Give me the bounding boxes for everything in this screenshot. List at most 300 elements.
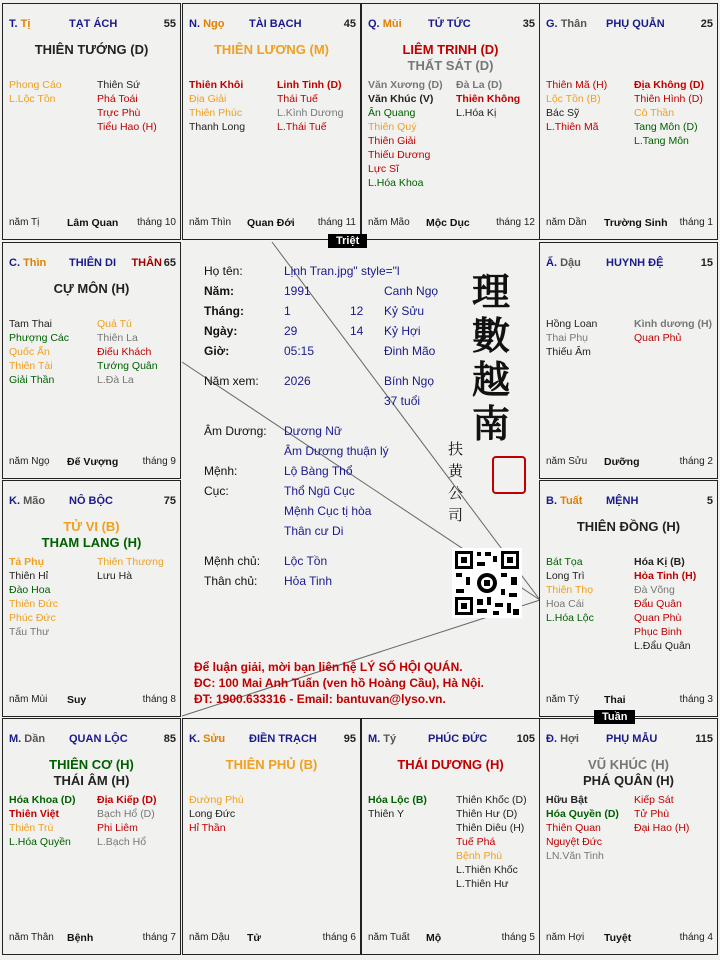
minor-stars-col2 bbox=[634, 317, 712, 345]
palace-number: 15 bbox=[700, 257, 713, 269]
minor-star: Hồng Loan bbox=[546, 318, 598, 330]
palace-suu bbox=[182, 718, 361, 955]
palace-ngo bbox=[182, 3, 361, 240]
major-star: CỰ MÔN (H) bbox=[53, 281, 130, 296]
minor-star: Địa Không (D) bbox=[634, 79, 704, 91]
palace-month: tháng 8 bbox=[142, 694, 176, 705]
amduong-value: Dương Nữ bbox=[284, 424, 342, 438]
major-stars bbox=[3, 42, 180, 58]
minor-star: Thiên Diêu (H) bbox=[456, 822, 525, 834]
minor-star: Nguyệt Đức bbox=[546, 836, 603, 848]
minor-star: LN.Văn Tinh bbox=[546, 850, 604, 862]
minor-star: Văn Khúc (V) bbox=[368, 93, 434, 105]
minor-star: Địa Giải bbox=[189, 93, 227, 105]
palace-thin bbox=[2, 242, 181, 479]
minor-star: Kiếp Sát bbox=[634, 794, 674, 806]
minor-star: Tấu Thư bbox=[9, 626, 50, 638]
palace-branch: Tuất bbox=[560, 495, 583, 507]
palace-branch: Mùi bbox=[382, 18, 402, 30]
palace-month: tháng 7 bbox=[142, 932, 176, 943]
minor-star: Hỏa Tinh (H) bbox=[634, 570, 697, 582]
view-year-can: Bính Ngọ bbox=[384, 374, 435, 388]
red-seal-icon bbox=[492, 456, 526, 494]
palace-stem: B. bbox=[546, 495, 557, 507]
minor-star: Thiên Thương bbox=[97, 556, 164, 568]
palace-number: 95 bbox=[343, 733, 356, 745]
minor-star: Thiên Mã (H) bbox=[546, 79, 608, 91]
major-star: THÁI DƯƠNG (H) bbox=[397, 757, 504, 772]
palace-house: THIÊN DI bbox=[69, 257, 117, 269]
minor-star: Quả Tú bbox=[97, 318, 132, 330]
minor-stars-col1 bbox=[546, 793, 619, 863]
palace-house: QUAN LỘC bbox=[69, 733, 128, 745]
palace-footer bbox=[189, 932, 356, 946]
than-marker: THÂN bbox=[131, 257, 162, 269]
palace-footer bbox=[9, 456, 176, 470]
palace-header bbox=[9, 495, 176, 509]
palace-stage: Mộ bbox=[426, 932, 442, 944]
major-stars bbox=[362, 757, 539, 773]
palace-house: PHỤ MẪU bbox=[606, 733, 658, 745]
minor-stars-col2 bbox=[456, 793, 527, 891]
contact-line-2: ĐC: 100 Mai Anh Tuấn (ven hồ Hoàng Cầu), Hà Nội. bbox=[194, 676, 485, 690]
amduong-label: Âm Dương: bbox=[204, 424, 267, 438]
minor-star: Thiếu Âm bbox=[546, 346, 591, 358]
palace-than bbox=[539, 3, 718, 240]
minor-star: Thiên La bbox=[97, 332, 138, 344]
palace-footer bbox=[9, 694, 176, 708]
palace-footer bbox=[546, 217, 713, 231]
minor-star: Bát Tọa bbox=[546, 556, 583, 568]
palace-stage: Tử bbox=[247, 932, 262, 944]
minor-star: Thiên Trù bbox=[9, 822, 54, 834]
palace-year: năm Tuất bbox=[368, 932, 410, 943]
minor-star: L.Thái Tuế bbox=[277, 121, 327, 133]
minor-star: Địa Kiếp (D) bbox=[97, 794, 157, 806]
major-star: THÁI ÂM (H) bbox=[53, 773, 130, 788]
palace-house: MỆNH bbox=[606, 495, 639, 507]
palace-branch: Thân bbox=[560, 18, 587, 30]
major-stars bbox=[362, 42, 539, 74]
minor-star: Lộc Tồn (B) bbox=[546, 93, 601, 105]
major-star: THIÊN PHỦ (B) bbox=[225, 757, 318, 772]
palace-year: năm Dần bbox=[546, 217, 587, 228]
name-label: Họ tên: bbox=[204, 264, 243, 278]
palace-stage: Bệnh bbox=[67, 932, 94, 944]
minor-star: Trực Phù bbox=[97, 107, 141, 119]
palace-header bbox=[546, 257, 713, 271]
minor-stars-col1 bbox=[9, 555, 58, 639]
palace-number: 35 bbox=[522, 18, 535, 30]
palace-dau bbox=[539, 242, 718, 479]
minor-star: Linh Tinh (D) bbox=[277, 79, 342, 91]
minor-star: Ân Quang bbox=[368, 107, 416, 119]
palace-header bbox=[546, 495, 713, 509]
minor-star: Thiên Hư (D) bbox=[456, 808, 518, 820]
major-star: VŨ KHÚC (H) bbox=[588, 757, 669, 772]
cuc-label: Cục: bbox=[204, 484, 229, 498]
palace-number: 75 bbox=[163, 495, 176, 507]
major-star: PHÁ QUÂN (H) bbox=[583, 773, 674, 788]
contact-line-1: Để luận giải, mời bạn liên hệ LÝ SỐ HỘI QUÁN. bbox=[194, 660, 463, 674]
minor-star: Kình dương (H) bbox=[634, 318, 713, 330]
minor-star: L.Bạch Hổ bbox=[97, 836, 147, 848]
palace-header bbox=[189, 18, 356, 32]
view-year-value: 2026 bbox=[284, 374, 311, 388]
month-value: 1 bbox=[284, 304, 291, 318]
minor-stars-col2 bbox=[634, 78, 704, 148]
palace-stage: Quan Đới bbox=[247, 217, 295, 229]
minor-star: Lực Sĩ bbox=[368, 163, 399, 175]
minor-star: Thiên Khôi bbox=[189, 79, 244, 91]
minor-star: Bạch Hổ (D) bbox=[97, 808, 155, 820]
minor-star: L.Tang Môn bbox=[634, 135, 689, 147]
minor-star: Tam Thai bbox=[9, 318, 52, 330]
palace-stem: G. bbox=[546, 18, 558, 30]
minor-stars-col1 bbox=[368, 793, 427, 821]
minor-stars-col2 bbox=[634, 793, 689, 835]
major-star: THAM LANG (H) bbox=[41, 535, 142, 550]
palace-header bbox=[189, 733, 356, 747]
palace-footer bbox=[546, 694, 713, 708]
minor-star: L.Hóa Quyền bbox=[9, 836, 71, 848]
palace-footer bbox=[546, 456, 713, 470]
hour-can: Đinh Mão bbox=[384, 344, 436, 358]
minor-star: Hoa Cái bbox=[546, 598, 584, 610]
amduong-value2: Âm Dương thuận lý bbox=[284, 444, 389, 458]
minor-star: Quan Phù bbox=[634, 612, 682, 624]
major-stars bbox=[3, 757, 180, 789]
palace-footer bbox=[189, 217, 356, 231]
minor-star: Quan Phủ bbox=[634, 332, 682, 344]
palace-branch: Tý bbox=[383, 733, 397, 745]
palace-header bbox=[368, 18, 535, 32]
palace-branch: Tị bbox=[20, 18, 31, 30]
minor-star: Phong Cáo bbox=[9, 79, 62, 91]
palace-year: năm Thìn bbox=[189, 217, 232, 228]
palace-month: tháng 11 bbox=[317, 217, 356, 228]
palace-stem: C. bbox=[9, 257, 20, 269]
minor-star: L.Thiên Khốc bbox=[456, 864, 518, 876]
minor-star: Long Đức bbox=[189, 808, 236, 820]
palace-number: 85 bbox=[163, 733, 176, 745]
year-label: Năm: bbox=[204, 284, 235, 298]
minor-stars-col1 bbox=[9, 317, 69, 387]
palace-dan bbox=[2, 718, 181, 955]
palace-stem: K. bbox=[9, 495, 20, 507]
cuc-value: Thổ Ngũ Cục bbox=[284, 484, 355, 498]
minor-star: Bác Sỹ bbox=[546, 107, 580, 119]
palace-stem: Đ. bbox=[546, 733, 557, 745]
minor-star: Phục Binh bbox=[634, 626, 682, 638]
minor-stars-col1 bbox=[9, 793, 76, 849]
major-stars bbox=[3, 281, 180, 297]
menh-label: Mệnh: bbox=[204, 464, 238, 478]
month-label: Tháng: bbox=[204, 304, 244, 318]
palace-ty bbox=[361, 718, 540, 955]
palace-number: 25 bbox=[700, 18, 713, 30]
minor-stars-col2 bbox=[97, 555, 164, 583]
palace-month: tháng 3 bbox=[679, 694, 713, 705]
minor-star: Quốc Ấn bbox=[9, 346, 50, 358]
minor-star: Thiên Quan bbox=[546, 822, 601, 834]
major-star: TỬ VI (B) bbox=[63, 519, 120, 534]
palace-hoi bbox=[539, 718, 718, 955]
palace-number: 55 bbox=[163, 18, 176, 30]
palace-header bbox=[546, 733, 713, 747]
palace-stem: Ấ. bbox=[546, 257, 557, 269]
major-stars bbox=[183, 42, 360, 58]
palace-year: năm Tị bbox=[9, 217, 40, 228]
minor-star: Thiếu Dương bbox=[368, 149, 431, 161]
month-can: Kỷ Sửu bbox=[384, 304, 425, 318]
minor-star: Tang Môn (D) bbox=[634, 121, 698, 133]
palace-ti bbox=[2, 3, 181, 240]
calligraphy-side: 扶 黄 公 司 bbox=[448, 440, 464, 524]
palace-header bbox=[368, 733, 535, 747]
major-star: THẤT SÁT (D) bbox=[407, 58, 494, 73]
age: 37 tuổi bbox=[384, 394, 421, 408]
minor-star: Hữu Bật bbox=[546, 794, 588, 806]
minor-star: Đào Hoa bbox=[9, 584, 51, 596]
minor-star: Thiên Tài bbox=[9, 360, 53, 372]
minor-star: Thái Tuế bbox=[277, 93, 318, 105]
palace-month: tháng 9 bbox=[142, 456, 176, 467]
palace-stage: Thai bbox=[604, 694, 626, 706]
palace-month: tháng 12 bbox=[496, 217, 535, 228]
minor-star: Tuế Phá bbox=[456, 836, 496, 848]
menhchu-label: Mệnh chủ: bbox=[204, 554, 261, 568]
minor-star: Bệnh Phù bbox=[456, 850, 503, 862]
palace-mui bbox=[361, 3, 540, 240]
palace-header bbox=[9, 257, 176, 271]
thanchu-value: Hỏa Tinh bbox=[284, 574, 333, 588]
hour-label: Giờ: bbox=[204, 344, 230, 358]
palace-stage: Trường Sinh bbox=[604, 217, 668, 229]
minor-star: Thiên Giải bbox=[368, 135, 416, 147]
minor-star: Thanh Long bbox=[189, 121, 246, 133]
minor-star: Hóa Khoa (D) bbox=[9, 794, 76, 806]
minor-star: Hóa Quyền (D) bbox=[546, 808, 619, 820]
minor-star: Thiên Quý bbox=[368, 121, 417, 133]
minor-star: Giải Thần bbox=[9, 374, 55, 386]
minor-star: L.Kình Dương bbox=[277, 107, 344, 119]
minor-star: Tướng Quân bbox=[97, 360, 158, 372]
minor-stars-col2 bbox=[456, 78, 520, 120]
major-stars bbox=[3, 519, 180, 551]
day-label: Ngày: bbox=[204, 324, 238, 338]
day-value: 29 bbox=[284, 324, 298, 338]
palace-mao bbox=[2, 480, 181, 717]
palace-month: tháng 1 bbox=[679, 217, 713, 228]
minor-star: Hóa Lộc (B) bbox=[368, 794, 427, 806]
tuan-badge: Tuần bbox=[594, 710, 635, 724]
minor-star: L.Lộc Tồn bbox=[9, 93, 56, 105]
minor-stars-col2 bbox=[634, 555, 696, 653]
palace-number: 115 bbox=[695, 733, 713, 745]
minor-star: Tử Phù bbox=[634, 808, 670, 820]
minor-star: Phượng Các bbox=[9, 332, 70, 344]
palace-month: tháng 5 bbox=[501, 932, 535, 943]
minor-star: Tiểu Hao (H) bbox=[97, 121, 157, 133]
palace-stem: M. bbox=[368, 733, 381, 745]
palace-header bbox=[546, 18, 713, 32]
palace-stage: Lâm Quan bbox=[67, 217, 119, 229]
minor-star: L.Đẩu Quân bbox=[634, 640, 691, 652]
minor-star: Cô Thần bbox=[634, 107, 675, 119]
minor-star: Phi Liêm bbox=[97, 822, 138, 834]
palace-footer bbox=[9, 932, 176, 946]
major-star: LIÊM TRINH (D) bbox=[402, 42, 499, 57]
palace-year: năm Thân bbox=[9, 932, 54, 943]
year-can: Canh Ngọ bbox=[384, 284, 439, 298]
day-lunar: 14 bbox=[350, 324, 364, 338]
palace-branch: Sửu bbox=[203, 733, 226, 745]
palace-footer bbox=[9, 217, 176, 231]
palace-house: TẠT ÁCH bbox=[69, 18, 118, 30]
menh-value: Lộ Bàng Thổ bbox=[284, 464, 353, 478]
minor-star: Thiên Việt bbox=[9, 808, 59, 820]
palace-house: TỬ TỨC bbox=[428, 18, 471, 30]
minor-stars-col1 bbox=[189, 793, 244, 835]
major-stars bbox=[540, 757, 717, 789]
minor-stars-col1 bbox=[546, 555, 594, 625]
minor-stars-col1 bbox=[546, 78, 607, 134]
center-info-panel bbox=[180, 242, 538, 716]
view-year-label: Năm xem: bbox=[204, 374, 259, 388]
palace-branch: Mão bbox=[23, 495, 46, 507]
minor-star: Thiên Thọ bbox=[546, 584, 594, 596]
minor-stars-col1 bbox=[189, 78, 245, 134]
palace-month: tháng 10 bbox=[137, 217, 176, 228]
minor-stars-col1 bbox=[9, 78, 62, 106]
major-stars bbox=[540, 519, 717, 535]
minor-star: Thiên Không bbox=[456, 93, 521, 105]
palace-year: năm Dậu bbox=[189, 932, 230, 943]
major-stars bbox=[183, 757, 360, 773]
palace-year: năm Tý bbox=[546, 694, 580, 705]
minor-star: Thiên Phúc bbox=[189, 107, 243, 119]
palace-stem: T. bbox=[9, 18, 18, 30]
minor-star: Thiên Hình (D) bbox=[634, 93, 703, 105]
minor-star: Thiên Sứ bbox=[97, 79, 141, 91]
minor-star: Văn Xương (D) bbox=[368, 79, 443, 91]
minor-stars-col2 bbox=[97, 78, 157, 134]
minor-star: Thiên Khốc (D) bbox=[456, 794, 527, 806]
month-lunar: 12 bbox=[350, 304, 364, 318]
minor-stars-col1 bbox=[546, 317, 597, 359]
palace-house: PHÚC ĐỨC bbox=[428, 733, 488, 745]
contact-line-3: ĐT: 1900.633316 - Email: bantuvan@lyso.vn. bbox=[194, 692, 446, 706]
minor-star: Thai Phụ bbox=[546, 332, 589, 344]
palace-branch: Dần bbox=[24, 733, 46, 745]
palace-month: tháng 4 bbox=[679, 932, 713, 943]
palace-stage: Dưỡng bbox=[604, 456, 640, 468]
minor-stars-col1 bbox=[368, 78, 443, 190]
qr-code-icon[interactable] bbox=[452, 548, 522, 618]
palace-year: năm Mùi bbox=[9, 694, 48, 705]
minor-star: L.Thiên Hư bbox=[456, 878, 509, 890]
palace-branch: Dậu bbox=[560, 257, 581, 269]
minor-star: L.Đà La bbox=[97, 374, 134, 386]
palace-branch: Thìn bbox=[23, 257, 47, 269]
minor-star: L.Hóa Kị bbox=[456, 107, 497, 119]
minor-star: Điếu Khách bbox=[97, 346, 152, 358]
palace-number: 45 bbox=[343, 18, 356, 30]
minor-star: Đẩu Quân bbox=[634, 598, 682, 610]
minor-stars-col2 bbox=[97, 793, 157, 849]
minor-star: L.Hóa Lộc bbox=[546, 612, 594, 624]
minor-star: Phá Toái bbox=[97, 93, 138, 105]
name-value: Lịnh Tran.jpg" style="l bbox=[284, 264, 400, 278]
palace-footer bbox=[368, 932, 535, 946]
palace-house: NÔ BỘC bbox=[69, 495, 113, 507]
year-value: 1991 bbox=[284, 284, 311, 298]
palace-stem: N. bbox=[189, 18, 200, 30]
minor-star: L.Thiên Mã bbox=[546, 121, 599, 133]
minor-star: Thiên Đức bbox=[9, 598, 59, 610]
menhchu-value: Lộc Tồn bbox=[284, 554, 328, 568]
minor-star: Tả Phụ bbox=[9, 556, 45, 568]
cuc-value2: Mệnh Cục tị hòa bbox=[284, 504, 372, 518]
palace-footer bbox=[368, 217, 535, 231]
palace-tuat bbox=[539, 480, 718, 717]
minor-star: L.Hóa Khoa bbox=[368, 177, 424, 189]
minor-star: Phúc Đức bbox=[9, 612, 56, 624]
minor-star: Đà La (D) bbox=[456, 79, 503, 91]
minor-star: Đại Hao (H) bbox=[634, 822, 690, 834]
minor-star: Hóa Kị (B) bbox=[634, 556, 685, 568]
palace-year: năm Ngọ bbox=[9, 456, 50, 467]
major-star: THIÊN LƯƠNG (M) bbox=[213, 42, 330, 57]
palace-year: năm Sửu bbox=[546, 456, 588, 467]
palace-number: 105 bbox=[516, 733, 535, 745]
day-can: Kỷ Hợi bbox=[384, 324, 421, 338]
calligraphy-main: 理 數 越 南 bbox=[472, 269, 511, 446]
palace-month: tháng 2 bbox=[679, 456, 713, 467]
minor-star: Lưu Hà bbox=[97, 570, 133, 582]
minor-star: Đường Phù bbox=[189, 794, 244, 806]
palace-branch: Hợi bbox=[560, 733, 579, 745]
palace-footer bbox=[546, 932, 713, 946]
major-star: THIÊN TƯỚNG (D) bbox=[34, 42, 149, 57]
minor-star: Thiên Hỉ bbox=[9, 570, 49, 582]
minor-stars-col2 bbox=[97, 317, 158, 387]
thanchu-label: Thân chủ: bbox=[204, 574, 258, 588]
palace-branch: Ngọ bbox=[203, 18, 225, 30]
palace-header bbox=[9, 733, 176, 747]
palace-house: ĐIỀN TRẠCH bbox=[249, 733, 317, 745]
palace-stem: K. bbox=[189, 733, 200, 745]
minor-star: Đà Võng bbox=[634, 584, 675, 596]
major-star: THIÊN ĐỒNG (H) bbox=[576, 519, 681, 534]
minor-star: Long Trì bbox=[546, 570, 585, 582]
palace-year: năm Hợi bbox=[546, 932, 585, 943]
palace-stem: M. bbox=[9, 733, 22, 745]
palace-month: tháng 6 bbox=[322, 932, 356, 943]
palace-stem: Q. bbox=[368, 18, 380, 30]
palace-number: 5 bbox=[706, 495, 713, 507]
triet-badge: Triệt bbox=[328, 234, 367, 248]
palace-house: PHỤ QUẪN bbox=[606, 18, 665, 30]
minor-star: Thiên Y bbox=[368, 808, 404, 820]
hour-value: 05:15 bbox=[284, 344, 315, 358]
cuc-value3: Thân cư Di bbox=[284, 524, 344, 538]
minor-stars-col2 bbox=[277, 78, 343, 134]
palace-stage: Đế Vượng bbox=[67, 456, 119, 468]
palace-header bbox=[9, 18, 176, 32]
palace-year: năm Mão bbox=[368, 217, 410, 228]
